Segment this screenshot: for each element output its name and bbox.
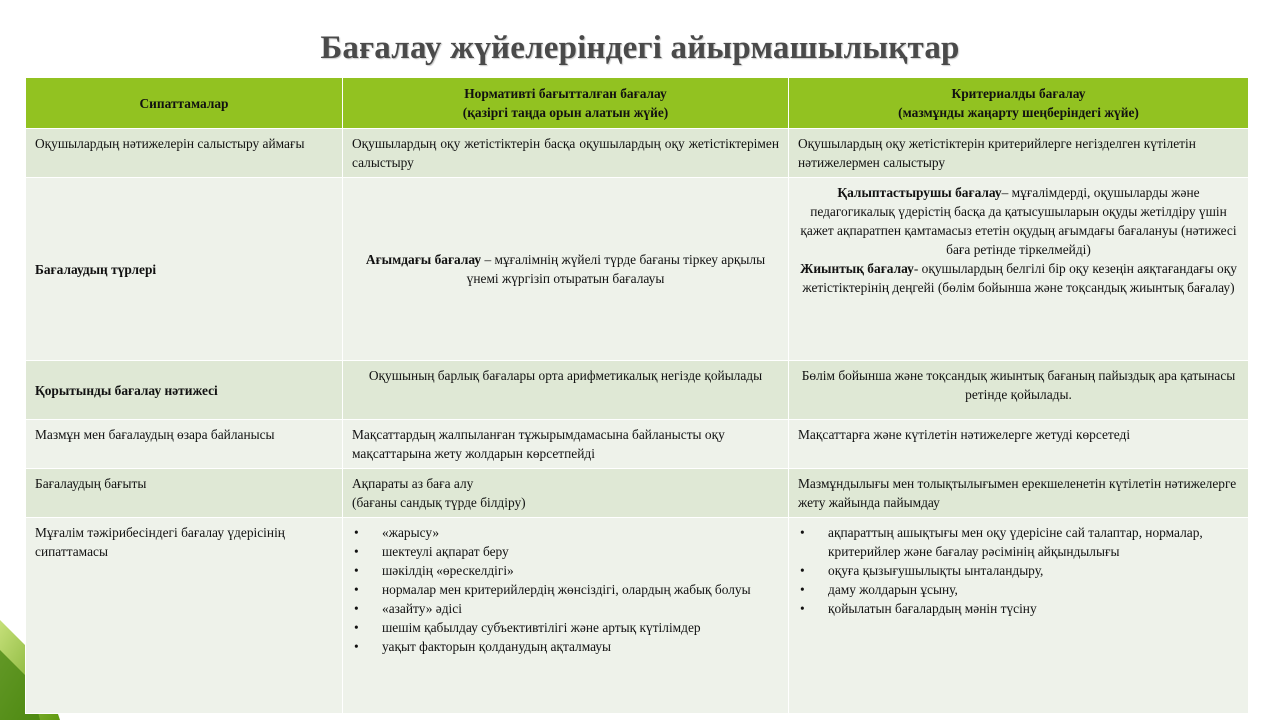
list-item: • «жарысу»: [352, 523, 779, 542]
criterial-practice-list: [798, 523, 1239, 618]
table-row: [26, 420, 1249, 469]
normative-cell: Оқушылардың оқу жетістіктерін басқа оқушылардың оқу жетістіктерімен салыстыру: [343, 129, 789, 178]
table-row: [26, 129, 1249, 178]
list-item: • даму жолдарын ұсыну,: [798, 580, 1239, 599]
table-row: [26, 361, 1249, 420]
list-item: • қойылатын бағалардың мәнін түсіну: [798, 599, 1239, 618]
normative-cell: Ақпараты аз баға алу (бағаны сандық түрде білдіру): [343, 469, 789, 518]
normative-cell: Оқушының барлық бағалары орта арифметикалық негізде қойылады: [343, 361, 789, 420]
list-item: • уақыт факторын қолданудың ақталмауы: [352, 637, 779, 656]
row-label: Мұғалім тәжірибесіндегі бағалау үдерісінің сипаттамасы: [26, 518, 343, 714]
row-label: Оқушылардың нәтижелерін салыстыру аймағы: [26, 129, 343, 178]
term-bold: Ағымдағы бағалау: [365, 252, 482, 267]
comparison-table-container: [25, 77, 1248, 714]
header-label: Сипаттамалар: [139, 95, 229, 111]
row-label: Бағалаудың бағыты: [26, 469, 343, 518]
criterial-cell: Мазмұндылығы мен толықтылығымен ерекшеленетін күтілетін нәтижелерге жету жайында пайымдау: [789, 469, 1249, 518]
list-item: • «азайту» әдісі: [352, 599, 779, 618]
header-criterial: [789, 78, 1249, 129]
list-item: • оқуға қызығушылықты ынталандыру,: [798, 561, 1239, 580]
header-label: Критериалды бағалау: [951, 86, 1086, 101]
criterial-cell: [789, 178, 1249, 361]
normative-cell: [343, 518, 789, 714]
list-item: • нормалар мен критерийлердің жөнсіздігі, олардың жабық болуы: [352, 580, 779, 599]
normative-cell: [343, 178, 789, 361]
header-normative: [343, 78, 789, 129]
slide-title: Бағалау жүйелеріндегі айырмашылықтар: [320, 30, 960, 66]
term-bold: Қалыптастырушы бағалау: [837, 185, 1002, 200]
header-label: Нормативті бағытталған бағалау: [464, 86, 667, 101]
row-label: Мазмұн мен бағалаудың өзара байланысы: [26, 420, 343, 469]
header-sublabel: (қазіргі таңда орын алатын жүйе): [462, 105, 669, 120]
term-definition: – мұғалімнің жүйелі түрде бағаны тіркеу арқылы үнемі жүргізіп отыратын бағалауы: [466, 252, 766, 286]
criterial-cell: Оқушылардың оқу жетістіктерін критерийлерге негізделген күтілетін нәтижелермен салыстыру: [789, 129, 1249, 178]
term-definition: - оқушылардың белгілі бір оқу кезеңін аяқтағандағы оқу жетістіктерінің деңгейі (бөлім бойынша және тоқсандық жиынтық бағалау): [802, 261, 1237, 295]
criterial-cell: [789, 518, 1249, 714]
normative-cell: Мақсаттардың жалпыланған тұжырымдамасына байланысты оқу мақсаттарына жету жолдарын көрсетпейді: [343, 420, 789, 469]
summative-assessment: [798, 259, 1239, 297]
list-item: • шәкілдің «өрескелдігі»: [352, 561, 779, 580]
term-definition: – мұғалімдерді, оқушыларды және педагогикалық үдерістің басқа да қатысушыларын оқуды жетілдіру үшін қажет ақпаратпен қамтамасыз ететін оқудың ағымдағы бағалануы (нәтижесі баға ретінде тіркелмейді): [800, 185, 1237, 257]
header-characteristics: [26, 78, 343, 129]
table-row: [26, 178, 1249, 361]
row-label: Бағалаудың түрлері: [26, 178, 343, 361]
table-row: [26, 469, 1249, 518]
list-item: • ақпараттың ашықтығы мен оқу үдерісіне сай талаптар, нормалар, критерийлер және бағалау рәсімінің айқындылығы: [798, 523, 1239, 561]
row-label: Қорытынды бағалау нәтижесі: [26, 361, 343, 420]
table-header-row: [26, 78, 1249, 129]
list-item: • шешім қабылдау субъективтілігі және артық күтілімдер: [352, 618, 779, 637]
criterial-cell: Мақсаттарға және күтілетін нәтижелерге жетуді көрсетеді: [789, 420, 1249, 469]
table-row: [26, 518, 1249, 714]
criterial-cell: Бөлім бойынша және тоқсандық жиынтық бағаның пайыздық ара қатынасы ретінде қойылады.: [789, 361, 1249, 420]
comparison-table: [25, 77, 1249, 714]
formative-assessment: [798, 183, 1239, 259]
list-item: • шектеулі ақпарат беру: [352, 542, 779, 561]
header-sublabel: (мазмұнды жаңарту шеңберіндегі жүйе): [898, 105, 1139, 120]
normative-practice-list: [352, 523, 779, 656]
term-bold: Жиынтық бағалау: [800, 261, 914, 276]
